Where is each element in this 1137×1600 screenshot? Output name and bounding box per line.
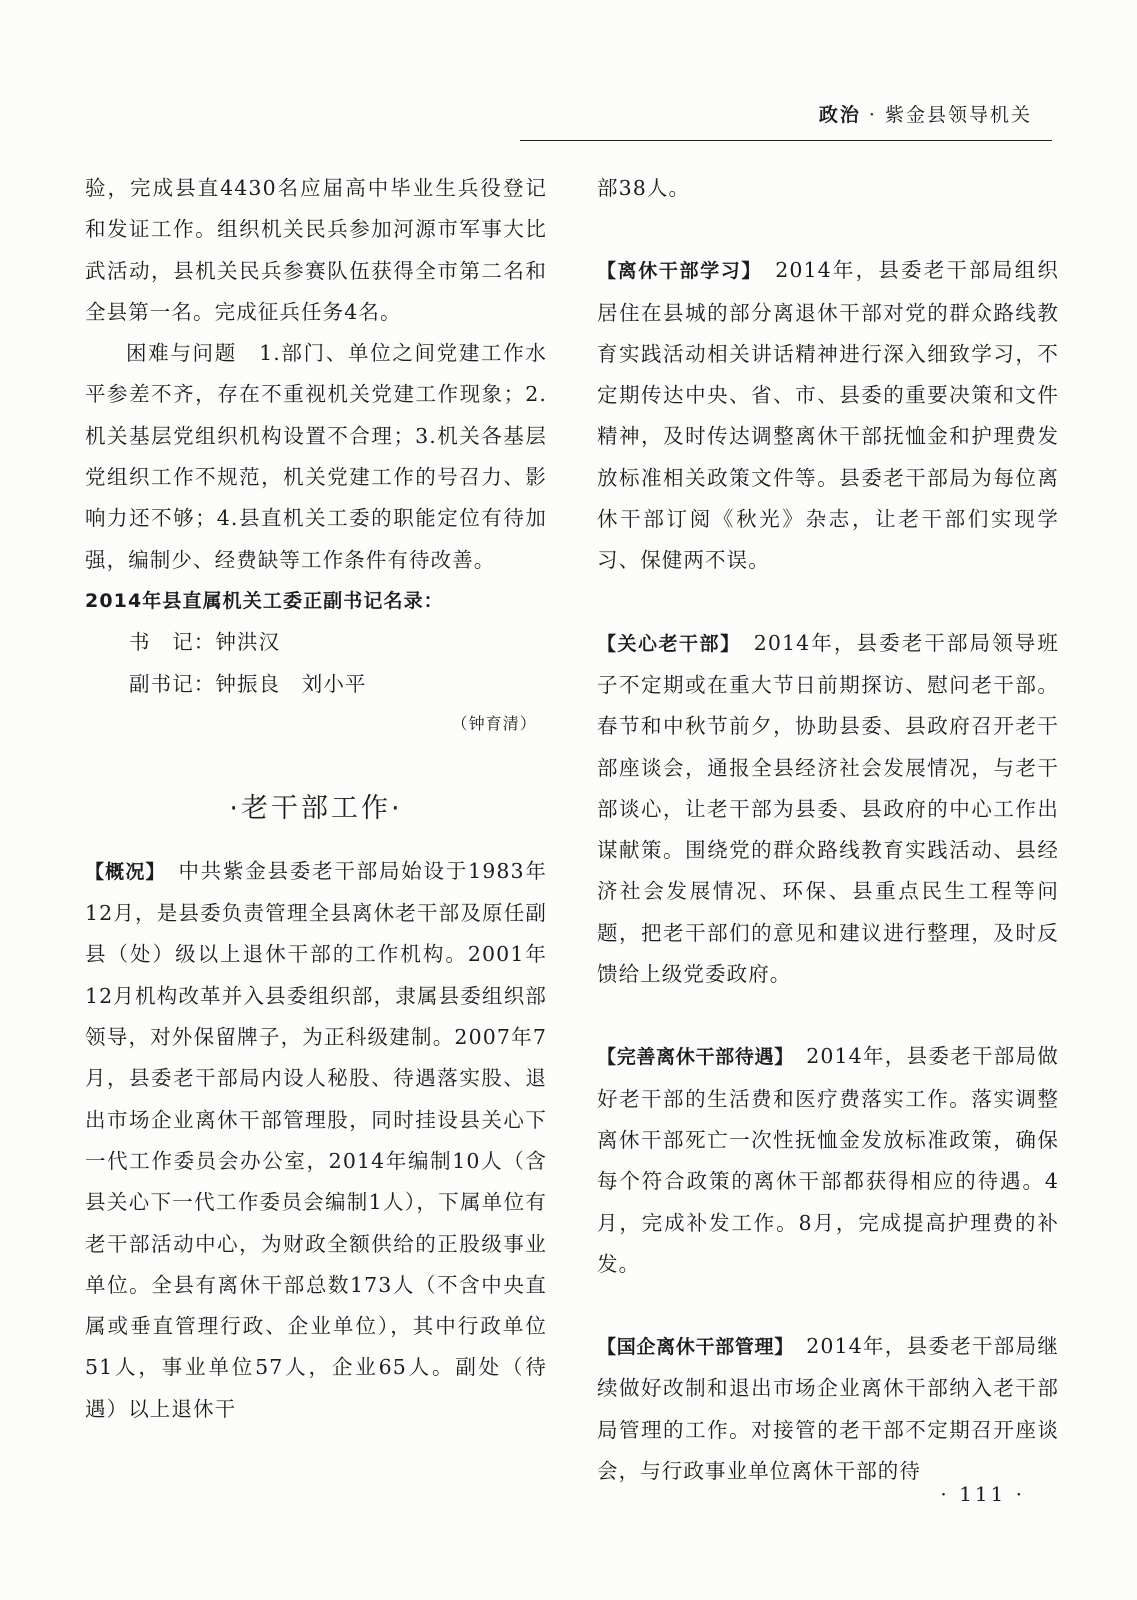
care-keyword: 【关心老干部】 [597,632,732,655]
benefits-keyword: 【完善离休干部待遇】 [597,1046,785,1069]
study-keyword: 【离休干部学习】 [597,260,753,283]
section-title: ·老干部工作· [229,792,403,824]
paragraph-militia: 验，完成县直4430名应届高中毕业生兵役登记和发证工作。组织机关民兵参加河源市军事大比武活动，县机关民兵参赛队伍获得全市第二名和全县第一名。完成征兵任务4名。 [85,176,547,324]
page-number: · 111 · [940,1482,1025,1506]
paragraph-continuation: 部38人。 [597,176,691,200]
study-text: 2014年，县委老干部局组织居住在县城的部分离退休干部对党的群众路线教育实践活动相关讲话精神进行深入细致学习，不定期传达中央、省、市、县委的重要决策和文件精神，及时传达调整离休干部抚恤金和护理费发放标准相关政策文件等。县委老干部局为每位离休干部订阅《秋光》杂志，让老干部们实现学习、保健两不误。 [597,258,1059,573]
roster-deputy: 副书记：钟振良 刘小平 [129,671,367,696]
overview-keyword: 【概况】 [85,860,157,883]
header-section: 紫金县领导机关 [884,104,1032,126]
paragraph-soe-management [597,1326,1059,1492]
overview-text: 中共紫金县委老干部局始设于1983年12月，是县委负责管理全县离休老干部及原任副县（处）级以上退休干部的工作机构。2001年12月机构改革并入县委组织部，隶属县委组织部领导，对外保留牌子，为正科级建制。2007年7月，县委老干部局内设人秘股、待遇落实股、退出市场企业离休干部管理股，同时挂设县关心下一代工作委员会办公室，2014年编制10人（含县关心下一代工作委员会编制1人），下属单位有老干部活动中心，为财政全额供给的正股级事业单位。全县有离休干部总数173人（不含中央直属或垂直管理行政、企业单位），其中行政单位51人，事业单位57人，企业65人。副处（待遇）以上退休干 [85,858,547,1421]
paragraph-study [597,250,1059,581]
header-dot: · [868,104,877,126]
author-credit: （钟育清） [451,713,537,733]
roster-secretary: 书 记：钟洪汉 [129,630,281,655]
header-category: 政治 [818,104,861,126]
care-text: 2014年，县委老干部局领导班子不定期或在重大节日前期探访、慰问老干部。春节和中秋节前夕，协助县委、县政府召开老干部座谈会，通报全县经济社会发展情况，与老干部谈心，让老干部为县委、县政府的中心工作出谋献策。围绕党的群众路线教育实践活动、县经济社会发展情况、环保、县重点民生工程等问题，把老干部们的意见和建议进行整理，及时反馈给上级党委政府。 [597,630,1059,987]
benefits-text: 2014年，县委老干部局做好老干部的生活费和医疗费落实工作。落实调整离休干部死亡一次性抚恤金发放标准政策，确保每个符合政策的离休干部都获得相应的待遇。4月，完成补发工作。8月，完成提高护理费的补发。 [597,1044,1059,1276]
soe-keyword: 【国企离休干部管理】 [597,1336,785,1359]
right-column [597,168,1059,1492]
roster-title: 2014年县直属机关工委正副书记名录： [85,589,444,612]
paragraph-difficulties: 困难与问题 1.部门、单位之间党建工作水平参差不齐，存在不重视机关党建工作现象；2.机关基层党组织机构设置不合理；3.机关各基层党组织工作不规范，机关党建工作的号召力、影响力还不够；4.县直机关工委的职能定位有待加强，编制少、经费缺等工作条件有待改善。 [85,341,547,572]
running-header [819,100,1032,127]
soe-text: 2014年，县委老干部局继续做好改制和退出市场企业离休干部纳入老干部局管理的工作。对接管的老干部不定期召开座谈会，与行政事业单位离休干部的待 [597,1334,1059,1484]
header-rule [520,140,1052,141]
paragraph-benefits [597,1036,1059,1285]
paragraph-care [597,623,1059,996]
paragraph-overview [85,851,547,1430]
left-column [85,168,547,1430]
